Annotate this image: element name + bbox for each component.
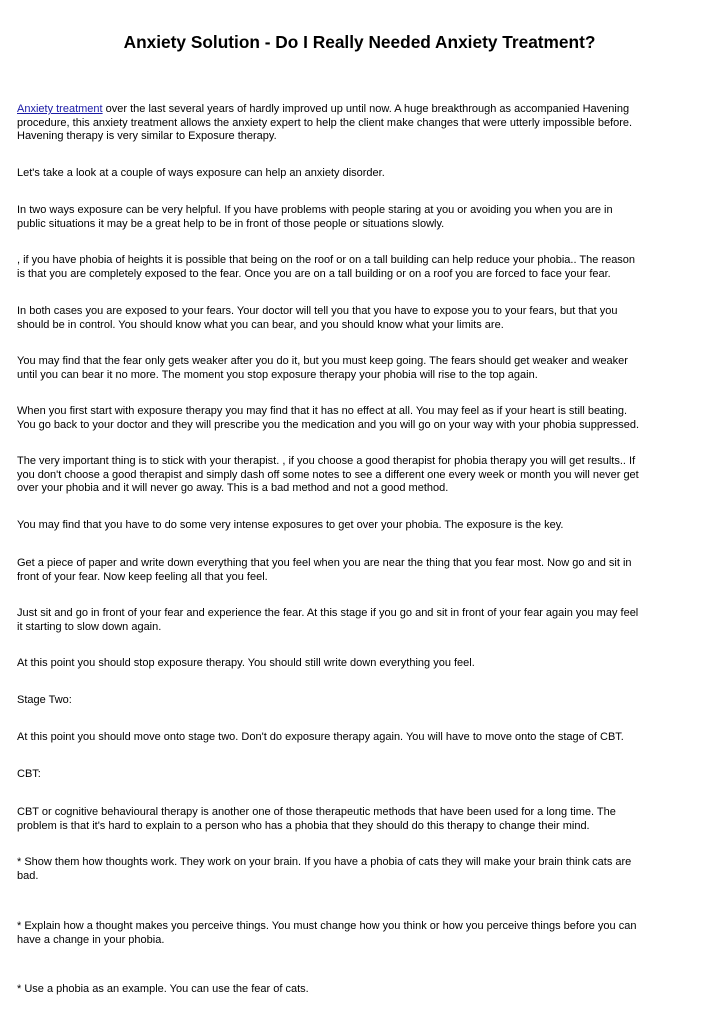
paragraph — [17, 254, 707, 281]
paragraph-line: have a change in your phobia. — [17, 933, 165, 946]
paragraph — [17, 519, 707, 533]
paragraph — [17, 305, 707, 332]
paragraph-line: The very important thing is to stick with your therapist. , if you choose a good therapist for phobia therapy you will get results.. If — [17, 455, 636, 467]
paragraph-line: * Show them how thoughts work. They work on your brain. If you have a phobia of cats they will make your brain think cats are — [17, 856, 632, 868]
paragraph-line: Get a piece of paper and write down everything that you feel when you are near the thing that you fear most. Now go and sit in — [17, 557, 632, 569]
section-heading-cbt — [17, 768, 707, 782]
paragraph-line: public situations it may be a great help to be in front of those people or situations slowly. — [17, 217, 445, 230]
paragraph — [17, 557, 707, 584]
paragraph-line: When you first start with exposure therapy you may find that it has no effect at all. You may feel as if your heart is still beating. — [17, 405, 628, 417]
paragraph-line: , if you have phobia of heights it is possible that being on the roof or on a tall building can help reduce your phobia.. The reason — [17, 254, 636, 266]
intro-line: over the last several years of hardly improved up until now. A huge breakthrough as accompanied Havening — [102, 103, 630, 115]
section-heading-stage-two — [17, 694, 707, 708]
intro-line: procedure, this anxiety treatment allows the anxiety expert to help the client make changes that were utterly impossible before. — [17, 116, 633, 129]
intro-line: Havening therapy is very similar to Exposure therapy. — [17, 130, 277, 142]
paragraph — [17, 806, 707, 833]
paragraph — [17, 455, 707, 496]
paragraph — [17, 167, 707, 181]
paragraph-line: is that you are completely exposed to the fear. Once you are on a tall building or on a roof you are forced to face your fear. — [17, 267, 611, 280]
paragraph-line: Stage Two: — [17, 694, 72, 706]
intro-paragraph — [17, 103, 707, 144]
paragraph-line: bad. — [17, 869, 39, 882]
paragraph-line: it starting to slow down again. — [17, 620, 162, 633]
bullet-item — [17, 856, 707, 883]
paragraph — [17, 607, 707, 634]
bullet-item — [17, 983, 707, 997]
paragraph-line: At this point you should stop exposure therapy. You should still write down everything you feel. — [17, 657, 475, 669]
paragraph-line: front of your fear. Now keep feeling all that you feel. — [17, 570, 268, 583]
paragraph-line: over your phobia and it will never go away. This is a bad method and not a good method. — [17, 482, 449, 494]
paragraph-line: you don't choose a good therapist and simply dash off some notes to see a different one every week or month you will never get — [17, 468, 639, 481]
paragraph-line: In both cases you are exposed to your fears. Your doctor will tell you that you have to expose you to your fears, but that you — [17, 305, 618, 317]
paragraph-line: You go back to your doctor and they will prescribe you the medication and you will go on your way with your phobia suppressed. — [17, 418, 640, 431]
paragraph — [17, 731, 707, 745]
document-title: Anxiety Solution - Do I Really Needed Anxiety Treatment? — [123, 32, 596, 52]
paragraph-line: In two ways exposure can be very helpful. If you have problems with people staring at you or avoiding you when you are in — [17, 204, 613, 216]
paragraph-line: CBT: — [17, 768, 41, 780]
paragraph-line: You may find that you have to do some very intense exposures to get over your phobia. The exposure is the key. — [17, 519, 564, 531]
paragraph-line: CBT or cognitive behavioural therapy is another one of those therapeutic methods that have been used for a long time. The — [17, 806, 616, 818]
paragraph-line: until you can bear it no more. The moment you stop exposure therapy your phobia will rise to the top again. — [17, 368, 538, 381]
paragraph — [17, 657, 707, 671]
paragraph-line: * Explain how a thought makes you perceive things. You must change how you think or how you perceive things before you can — [17, 920, 637, 932]
paragraph-line: You may find that the fear only gets weaker after you do it, but you must keep going. The fears should get weaker and weaker — [17, 355, 628, 367]
anxiety-treatment-link[interactable]: Anxiety treatment — [17, 103, 103, 115]
paragraph-line: should be in control. You should know what you can bear, and you should know what your limits are. — [17, 318, 504, 331]
paragraph-line: problem is that it's hard to explain to a person who has a phobia that they should do this therapy to change their mind. — [17, 819, 590, 832]
paragraph-line: Just sit and go in front of your fear and experience the fear. At this stage if you go and sit in front of your fear again you may feel — [17, 607, 639, 619]
bullet-item — [17, 920, 707, 947]
paragraph — [17, 204, 707, 231]
paragraph — [17, 355, 707, 382]
paragraph-line: At this point you should move onto stage two. Don't do exposure therapy again. You will have to move onto the stage of CBT. — [17, 731, 624, 743]
paragraph-line: * Use a phobia as an example. You can use the fear of cats. — [17, 983, 309, 995]
paragraph-line: Let's take a look at a couple of ways exposure can help an anxiety disorder. — [17, 167, 385, 179]
paragraph — [17, 405, 707, 432]
